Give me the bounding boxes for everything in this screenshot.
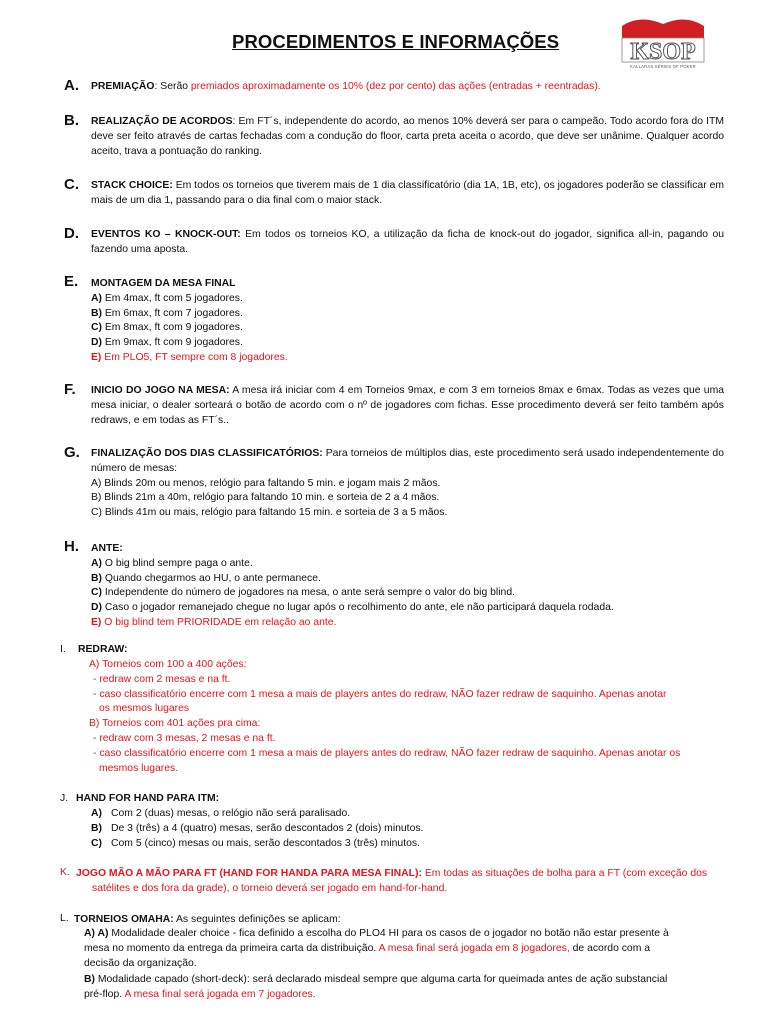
list-item: A) O big blind sempre paga o ante. bbox=[91, 557, 253, 569]
ksop-logo bbox=[618, 16, 708, 76]
section-label: HAND FOR HAND PARA ITM: bbox=[76, 793, 220, 804]
section-label: EVENTOS KO – KNOCK-OUT: bbox=[91, 229, 241, 240]
list-item: B) Blinds 21m a 40m, relógio para faltando 10 min. e sorteia de 2 a 4 mãos. bbox=[91, 492, 440, 504]
section-text: Em todas as situações de bolha para a FT (com exceção dos bbox=[421, 868, 708, 879]
redraw-line: - caso classificatório encerre com 1 mesa a mais de players antes do redraw, NÃO fazer redraw de saquinho. Apenas anotar os bbox=[93, 747, 681, 759]
list-item: B) Em 6max, ft com 7 jogadores. bbox=[91, 307, 243, 319]
svg-text:KALLARAS SÉRIES OF POKER: KALLARAS SÉRIES OF POKER bbox=[630, 64, 696, 69]
section-letter: J. bbox=[60, 793, 69, 804]
section-letter: L. bbox=[60, 913, 69, 924]
section-text: Em todos os torneios que tiverem mais de 1 dia classificatório (dia 1A, 1B, etc), os jogadores poderão se classificar em mais de um dia 1, passando para o dia final com o maior stack. bbox=[91, 180, 724, 206]
omaha-a-cont: decisão da organização. bbox=[84, 958, 197, 970]
page-title: PROCEDIMENTOS E INFORMAÇÕES bbox=[232, 31, 560, 52]
section-letter: B. bbox=[64, 112, 79, 129]
section-label: STACK CHOICE: bbox=[91, 180, 173, 191]
section-label: ANTE: bbox=[91, 543, 123, 554]
section-letter: D. bbox=[64, 225, 79, 242]
list-item: A) Com 2 (duas) mesas, o relógio não será paralisado. bbox=[91, 808, 351, 819]
omaha-a-cont: mesa no momento da entrega da primeira carta da distribuição. A mesa final será jogada em 8 jogadores, de acordo com a bbox=[84, 943, 651, 955]
svg-text:KSOP: KSOP bbox=[630, 39, 696, 65]
section-label: JOGO MÃO A MÃO PARA FT (HAND FOR HANDA PARA MESA FINAL): bbox=[76, 868, 422, 879]
section-label: FINALIZAÇÃO DOS DIAS CLASSIFICATÓRIOS: bbox=[91, 448, 323, 459]
list-item: B) Quando chegarmos ao HU, o ante permanece. bbox=[91, 572, 321, 584]
section-letter: A. bbox=[64, 77, 79, 94]
redraw-line: - caso classificatório encerre com 1 mesa a mais de players antes do redraw, NÃO fazer redraw de saquinho. Apenas anotar bbox=[93, 688, 667, 700]
section-letter: H. bbox=[64, 538, 79, 555]
section-letter: F. bbox=[64, 381, 76, 398]
list-item: C) Com 5 (cinco) mesas ou mais, serão descontados 3 (três) minutos. bbox=[91, 837, 420, 849]
section-letter: C. bbox=[64, 176, 79, 193]
list-item-red: E) Em PLO5, FT sempre com 8 jogadores. bbox=[91, 351, 288, 363]
section-text: Para torneios de múltiplos dias, este procedimento será usado independentemente do número de mesas: bbox=[91, 448, 724, 474]
omaha-b-cont: pré-flop. A mesa final será jogada em 7 jogadores. bbox=[84, 988, 316, 1000]
section-letter: G. bbox=[64, 444, 80, 461]
section-label: REDRAW: bbox=[78, 644, 128, 655]
section-text: satélites e dos fora da grade), o torneio deverá ser jogado em hand-for-hand. bbox=[92, 883, 448, 894]
list-item: D) Em 9max, ft com 9 jogadores. bbox=[91, 337, 243, 349]
section-text: A mesa irá iniciar com 4 em Torneios 9max, e com 3 em torneios 8max e 6max. Todas as vezes que uma mesa iniciar, o dealer sorteará o botão de acordo com o nº de jogadores com fichas. Esse procedimento deverá ser feito também após redraws, e em todas as FT´s.. bbox=[91, 385, 725, 426]
redraw-line: A) Torneios com 100 a 400 ações: bbox=[89, 659, 247, 670]
list-item: C) Independente do número de jogadores na mesa, o ante será sempre o valor do big blind. bbox=[91, 587, 515, 599]
section-red-text: premiados aproximadamente os 10% (dez por cento) das ações (entradas + reentradas). bbox=[190, 81, 601, 92]
section-text: : Em FT´s, independente do acordo, ao menos 10% deverá ser para o campeão. Todo acordo fora do ITM deve ser feito através de cartas fechadas com a condução do floor, carta preta aceita o acordo, que deve ser unânime. Qualquer acordo aceito, trava a pontuação do ranking. bbox=[91, 116, 724, 157]
section-label: PREMIAÇÃO bbox=[91, 81, 155, 92]
list-item: B) De 3 (três) a 4 (quatro) mesas, serão descontados 2 (dois) minutos. bbox=[91, 822, 424, 834]
section-text: As seguintes definições se aplicam: bbox=[173, 914, 341, 925]
list-item: D) Caso o jogador remanejado chegue no lugar após o recolhimento do ante, ele não participará daquela rodada. bbox=[91, 602, 614, 614]
section-letter: E. bbox=[64, 273, 79, 290]
section-text: Em todos os torneios KO, a utilização da ficha de knock-out do jogador, significa all-in, pagando ou fazendo uma aposta. bbox=[91, 229, 724, 255]
section-letter: I. bbox=[60, 644, 66, 655]
redraw-line: mesmos lugares. bbox=[99, 762, 179, 774]
section-letter: K. bbox=[60, 867, 70, 878]
section-label: INICIO DO JOGO NA MESA: bbox=[91, 385, 230, 396]
list-item: C) Em 8max, ft com 9 jogadores. bbox=[91, 322, 243, 334]
section-label: MONTAGEM DA MESA FINAL bbox=[91, 278, 236, 289]
redraw-line: os mesmos lugares bbox=[99, 703, 190, 715]
redraw-line: - redraw com 3 mesas, 2 mesas e na ft. bbox=[93, 732, 276, 744]
section-text: : Serão bbox=[154, 81, 191, 92]
redraw-line: - redraw com 2 mesas e na ft. bbox=[93, 673, 231, 685]
section-label: REALIZAÇÃO DE ACORDOS bbox=[91, 116, 233, 127]
list-item: C) Blinds 41m ou mais, relógio para faltando 15 min. e sorteia de 3 a 5 mãos. bbox=[91, 507, 448, 519]
omaha-a: A) A) Modalidade dealer choice - fica definido a escolha do PLO4 HI para os casos de o jogador no botão não estar presente à bbox=[84, 928, 669, 939]
list-item: A) Blinds 20m ou menos, relógio para faltando 5 min. e jogam mais 2 mãos. bbox=[91, 477, 441, 489]
list-item: A) Em 4max, ft com 5 jogadores. bbox=[91, 292, 243, 304]
redraw-line: B) Torneios com 401 ações pra cima: bbox=[89, 718, 261, 730]
list-item-red: E) O big blind tem PRIORIDADE em relação ao ante. bbox=[91, 616, 337, 628]
section-label: TORNEIOS OMAHA: bbox=[74, 914, 174, 925]
omaha-b: B) Modalidade capado (short-deck): será declarado misdeal sempre que alguma carta for queimada antes de ação substancial bbox=[84, 973, 668, 985]
